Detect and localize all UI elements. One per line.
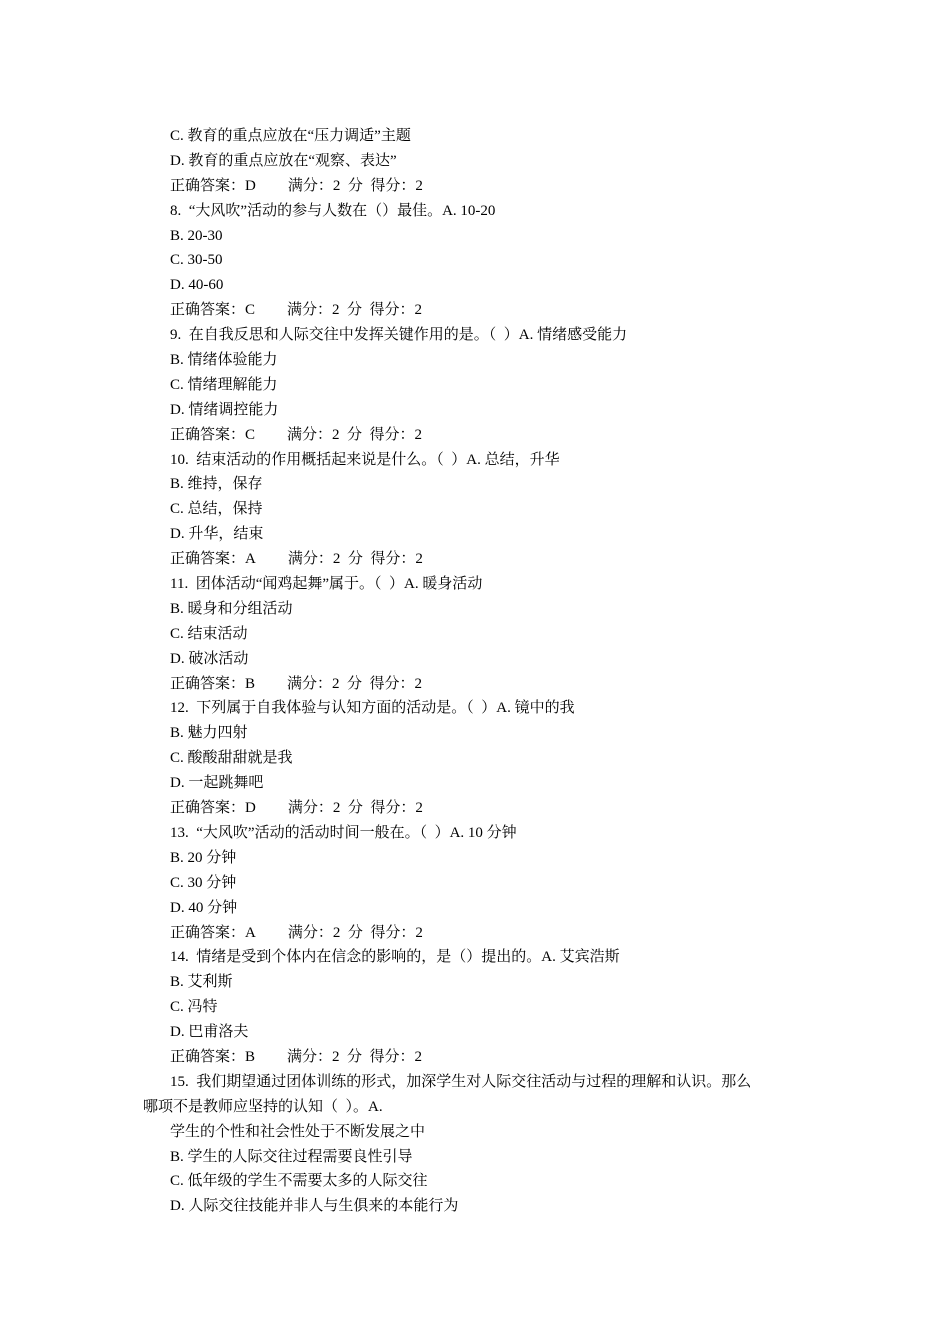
answer-line	[170, 796, 810, 821]
score-info: 满分：2 分 得分：2	[287, 924, 423, 941]
answer-line	[170, 547, 810, 572]
question-line: D. 巴甫洛夫	[170, 1024, 249, 1041]
question-line: C. 冯特	[170, 999, 218, 1016]
question-line: D. 教育的重点应放在“观察、表达”	[170, 152, 397, 169]
question-15	[143, 1070, 810, 1120]
question-line: 12. 下列属于自我体验与认知方面的活动是。（ ）A. 镜中的我	[170, 700, 575, 717]
correct-answer: 正确答案：C	[170, 302, 256, 319]
correct-answer: 正确答案：D	[170, 800, 256, 817]
question-line: C. 情绪理解能力	[170, 376, 278, 393]
correct-answer: 正确答案：B	[170, 1048, 256, 1065]
question-line: B. 暖身和分组活动	[170, 600, 293, 617]
quiz-content	[143, 124, 810, 1219]
question-line: B. 维持，保存	[170, 476, 263, 493]
question-line: D. 40 分钟	[170, 899, 238, 916]
question-line: C. 教育的重点应放在“压力调适”主题	[170, 128, 411, 144]
score-info: 满分：2 分 得分：2	[287, 675, 423, 692]
option-line: B. 学生的人际交往过程需要良性引导	[170, 1148, 413, 1165]
answer-line	[170, 423, 810, 448]
question-line: D. 升华，结束	[170, 526, 264, 543]
question-15-line-2: 哪项不是教师应坚持的认知（ ）。A.	[143, 1098, 383, 1115]
question-line: 11. 团体活动“闻鸡起舞”属于。（ ）A. 暖身活动	[170, 576, 483, 593]
correct-answer: 正确答案：B	[170, 675, 256, 692]
score-info: 满分：2 分 得分：2	[287, 302, 423, 319]
correct-answer: 正确答案：A	[170, 924, 256, 941]
answer-line	[170, 1045, 810, 1070]
score-info: 满分：2 分 得分：2	[287, 426, 423, 443]
question-line: 13. “大风吹”活动的活动时间一般在。（ ）A. 10 分钟	[170, 824, 517, 841]
correct-answer: 正确答案：A	[170, 551, 256, 568]
question-line: C. 结束活动	[170, 625, 248, 642]
correct-answer: 正确答案：C	[170, 426, 256, 443]
score-info: 满分：2 分 得分：2	[287, 551, 423, 568]
question-15-line-1: 15. 我们期望通过团体训练的形式，加深学生对人际交往活动与过程的理解和认识。那么	[170, 1073, 752, 1090]
question-line: B. 艾利斯	[170, 974, 233, 991]
question-line: C. 30 分钟	[170, 874, 237, 891]
question-line: D. 一起跳舞吧	[170, 775, 264, 792]
answer-line	[170, 921, 810, 946]
option-line: 学生的个性和社会性处于不断发展之中	[170, 1123, 426, 1140]
question-line: B. 20 分钟	[170, 849, 237, 866]
question-line: B. 魅力四射	[170, 725, 248, 742]
correct-answer: 正确答案：D	[170, 177, 256, 194]
option-line: D. 人际交往技能并非人与生俱来的本能行为	[170, 1198, 459, 1215]
question-line: 8. “大风吹”活动的参与人数在（）最佳。A. 10-20	[170, 202, 496, 219]
question-line: D. 破冰活动	[170, 650, 249, 667]
question-line: D. 情绪调控能力	[170, 401, 279, 418]
question-line: C. 总结，保持	[170, 501, 263, 518]
score-info: 满分：2 分 得分：2	[287, 800, 423, 817]
score-info: 满分：2 分 得分：2	[287, 1048, 423, 1065]
score-info: 满分：2 分 得分：2	[287, 177, 423, 194]
question-line: B. 20-30	[170, 227, 223, 244]
option-line: C. 低年级的学生不需要太多的人际交往	[170, 1173, 428, 1190]
question-line: 9. 在自我反思和人际交往中发挥关键作用的是。（ ）A. 情绪感受能力	[170, 327, 628, 344]
question-line: 10. 结束活动的作用概括起来说是什么。（ ）A. 总结，升华	[170, 451, 560, 468]
answer-line	[170, 672, 810, 697]
answer-line	[170, 174, 810, 199]
question-line: C. 酸酸甜甜就是我	[170, 750, 293, 767]
question-line: D. 40-60	[170, 277, 224, 294]
answer-line	[170, 298, 810, 323]
question-line: 14. 情绪是受到个体内在信念的影响的，是（）提出的。A. 艾宾浩斯	[170, 949, 620, 966]
question-line: B. 情绪体验能力	[170, 352, 278, 369]
question-line: C. 30-50	[170, 252, 223, 269]
